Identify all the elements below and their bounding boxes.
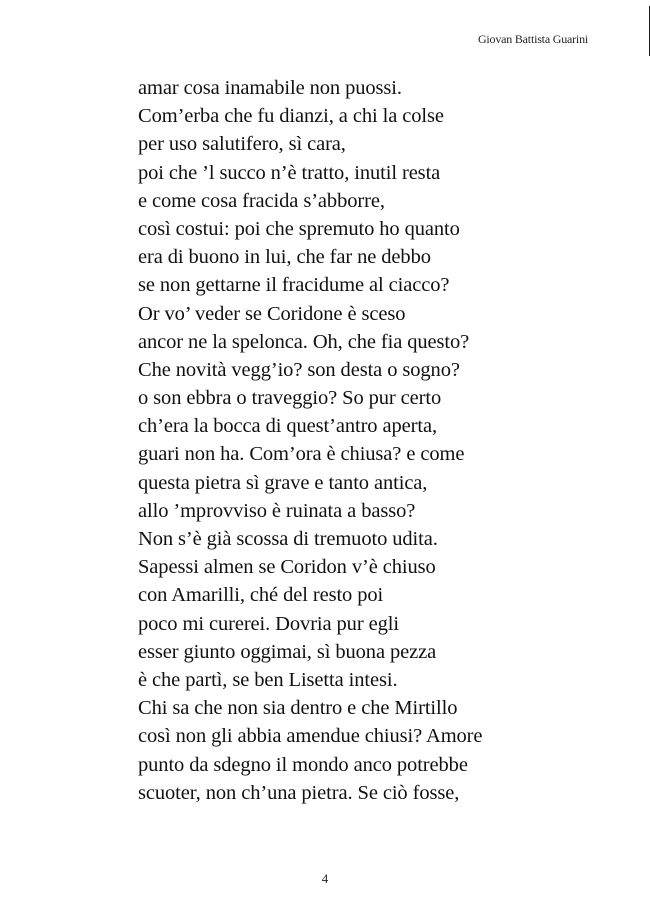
verse-line: così costui: poi che spremuto ho quanto — [138, 217, 460, 240]
verse-line: poi che ’l succo n’è tratto, inutil resta — [138, 161, 441, 184]
verse-line: se non gettarne il fracidume al ciacco? — [138, 274, 450, 297]
verse-line: e come cosa fracida s’abborre, — [138, 189, 385, 212]
verse-line: allo ’mprovviso è ruinata a basso? — [138, 499, 416, 522]
verse-line: poco mi curerei. Dovria pur egli — [138, 612, 399, 635]
verse-line: ancor ne la spelonca. Oh, che fia questo? — [138, 330, 470, 353]
verse-line: Com’erba che fu dianzi, a chi la colse — [138, 105, 444, 128]
verse-line: Che novità vegg’io? son desta o sogno? — [138, 358, 460, 381]
verse-block — [138, 74, 482, 807]
verse-line: era di buono in lui, che far ne debbo — [138, 246, 431, 269]
verse-line: esser giunto oggimai, sì buona pezza — [138, 640, 437, 663]
verse-line: ch’era la bocca di quest’antro aperta, — [138, 415, 437, 438]
page-number: 4 — [321, 871, 329, 886]
verse-line: Or vo’ veder se Coridone è sceso — [138, 302, 406, 325]
verse-line: guari non ha. Com’ora è chiusa? e come — [138, 443, 465, 466]
verse-line: amar cosa inamabile non puossi. — [138, 77, 402, 99]
verse-line: punto da sdegno il mondo anco potrebbe — [138, 753, 468, 776]
verse-line: per uso salutifero, sì cara, — [138, 133, 346, 156]
verse-line: così non gli abbia amendue chiusi? Amore — [138, 725, 483, 748]
verse-line: Non s’è già scossa di tremuoto udita. — [138, 528, 438, 550]
verse-line: con Amarilli, ché del resto poi — [138, 584, 384, 607]
verse-line: è che partì, se ben Lisetta intesi. — [138, 668, 398, 691]
verse-line: Sapessi almen se Coridon v’è chiuso — [138, 556, 436, 579]
running-head-title: Giovan Battista Guarini — [477, 32, 588, 46]
verse-line: scuoter, non ch’una pietra. Se ciò fosse, — [138, 781, 460, 804]
verse-line: questa pietra sì grave e tanto antica, — [138, 471, 428, 494]
verse-line: Chi sa che non sia dentro e che Mirtillo — [138, 697, 458, 720]
verse-line: o son ebbra o traveggio? So pur certo — [138, 387, 442, 410]
